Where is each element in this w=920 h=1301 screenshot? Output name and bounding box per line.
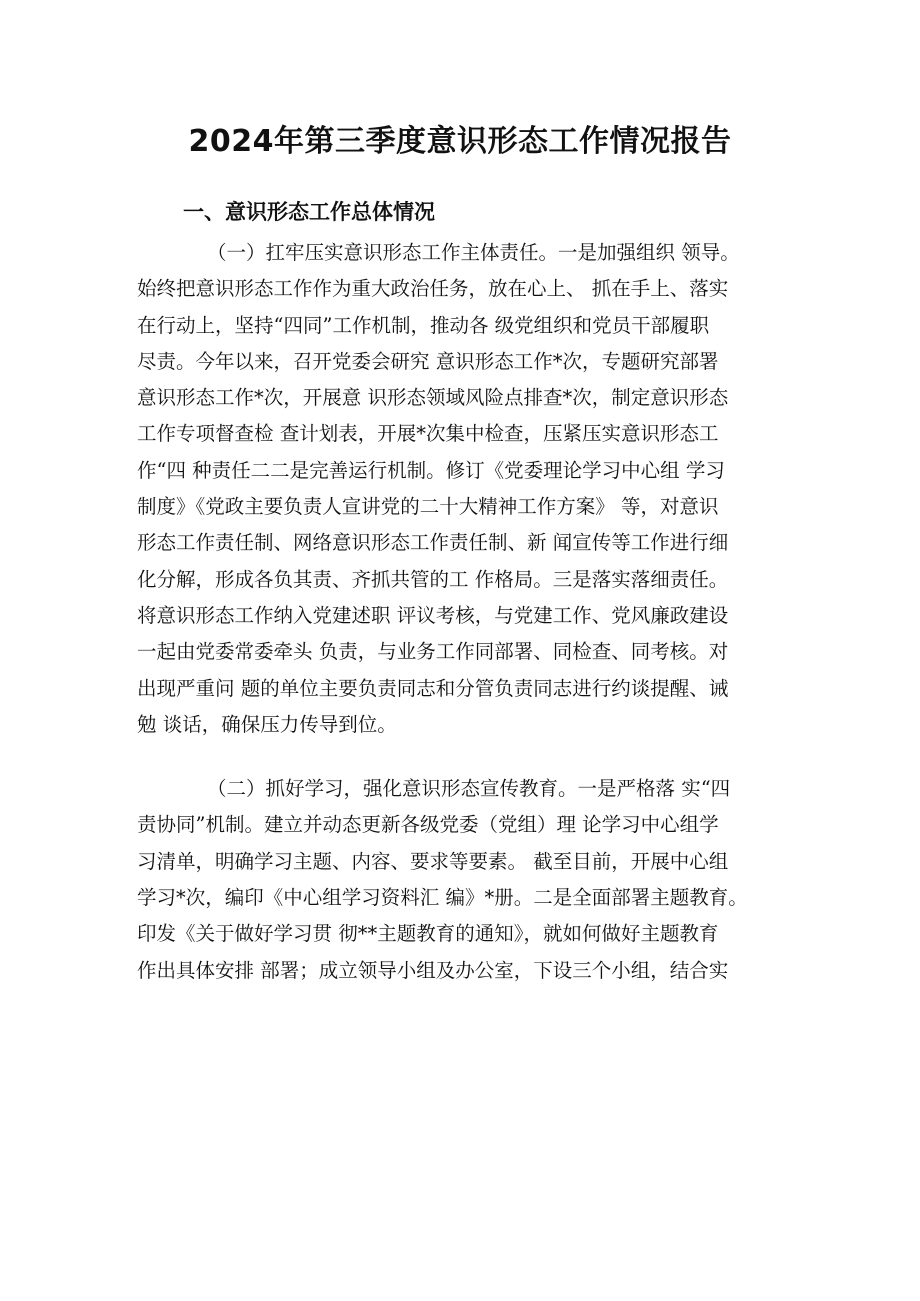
paragraph-line: 在行动上，坚持“四同”工作机制，推动各 级党组织和党员干部履职 [137,313,710,337]
paragraph-line: 制度》《党政主要负责人宣讲党的二十大精神工作方案》 等，对意识 [137,495,719,519]
paragraph-line: （一）扛牢压实意识形态工作主体责任。一是加强组织 领导。 [207,241,740,264]
paragraph-line: 化分解，形成各负其责、齐抓共管的工 作格局。三是落实落细责任。 [137,567,729,591]
paragraph-line: 始终把意识形态工作作为重大政治任务，放在心上、 抓在手上、落实 [137,277,729,301]
paragraph-line: 形态工作责任制、网络意识形态工作责任制、新 闻宣传等工作进行细 [137,531,729,555]
section-heading: 一、意识形态工作总体情况 [183,200,435,224]
paragraph-line: 勉 谈话，确保压力传导到位。 [137,712,397,736]
paragraph-line: （二）抓好学习，强化意识形态宣传教育。一是严格落 实“四 [207,777,731,801]
paragraph-line: 学习*次，编印《中心组学习资料汇 编》*册。二是全面部署主题教育。 [137,886,748,910]
document-body [0,235,920,989]
paragraph-line: 一起由党委常委牵头 负责，与业务工作同部署、同检查、同考核。对 [137,640,729,664]
paragraph-spacer [0,743,920,771]
paragraph-line: 责协同”机制。建立并动态更新各级党委（党组）理 论学习中心组学 [137,813,719,837]
paragraph-line: 意识形态工作*次，开展意 识形态领域风险点排查*次，制定意识形态 [137,386,729,410]
document-title: 2024年第三季度意识形态工作情况报告 [188,124,732,159]
paragraph-line: 工作专项督查检 查计划表，开展*次集中检查，压紧压实意识形态工 [137,422,719,446]
paragraph-1 [0,235,920,743]
paragraph-line: 印发《关于做好学习贯 彻**主题教育的通知》，就如何做好主题教育 [137,922,719,946]
paragraph-line: 习清单，明确学习主题、内容、要求等要素。 截至目前，开展中心组 [137,849,729,873]
paragraph-line: 作“四 种责任二二是完善运行机制。修订《党委理论学习中心组 学习 [137,458,725,482]
paragraph-line: 将意识形态工作纳入党建述职 评议考核，与党建工作、党风廉政建设 [137,603,729,627]
paragraph-line: 尽责。今年以来，召开党委会研究 意识形态工作*次，专题研究部署 [137,349,719,373]
paragraph-2 [0,771,920,989]
paragraph-line: 作出具体安排 部署；成立领导小组及办公室，下设三个小组，结合实 [137,958,729,982]
paragraph-line: 出现严重问 题的单位主要负责同志和分管负责同志进行约谈提醒、诫 [137,676,729,700]
